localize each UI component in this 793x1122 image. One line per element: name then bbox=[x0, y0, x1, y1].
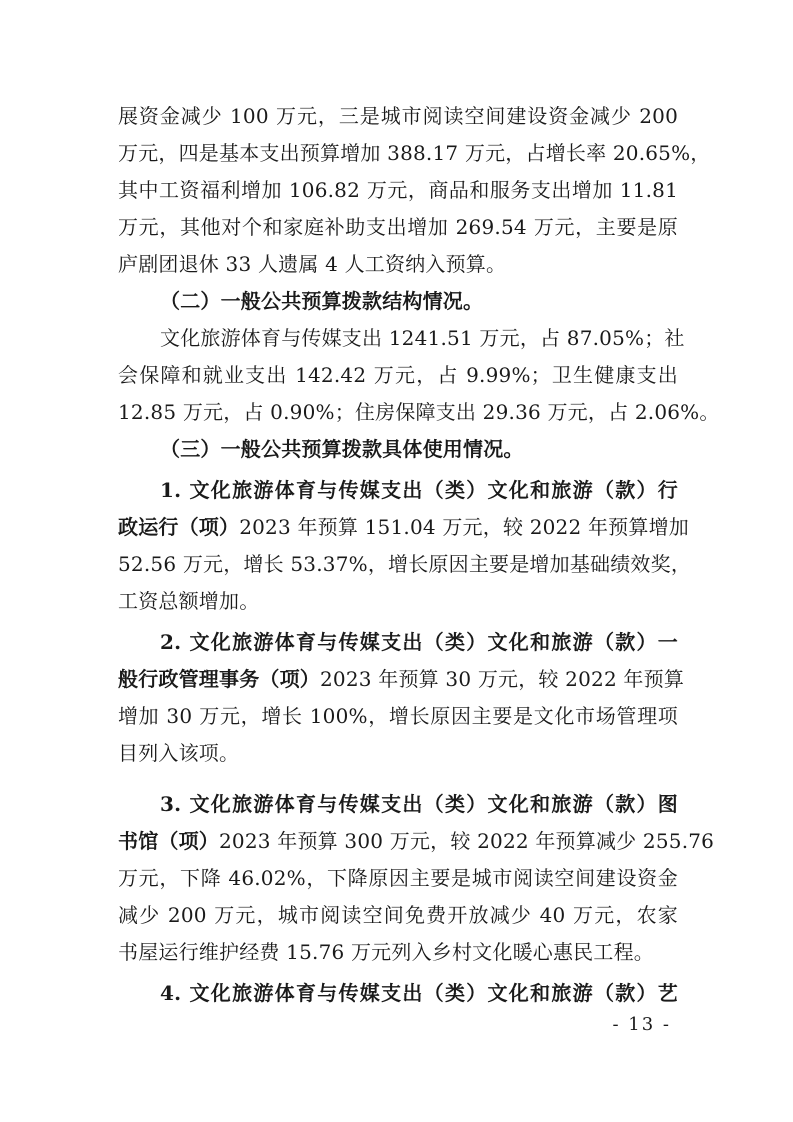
text-line: 工资总额增加。 bbox=[118, 589, 260, 613]
page-number: - 13 - bbox=[612, 1014, 671, 1035]
section-heading-2: （二）一般公共预算拨款结构情况。 bbox=[160, 289, 484, 313]
text-line: 万元，四是基本支出预算增加 388.17 万元，占增长率 20.65%， bbox=[118, 141, 711, 165]
item-heading-cont: 般行政管理事务（项） bbox=[118, 667, 320, 691]
section-heading-3: （三）一般公共预算拨款具体使用情况。 bbox=[160, 437, 524, 461]
text-line: 目列入该项。 bbox=[118, 741, 240, 765]
item-heading: 3. 文化旅游体育与传媒支出（类）文化和旅游（款）图 bbox=[160, 792, 678, 816]
paragraph-intro bbox=[118, 98, 711, 283]
item-heading: 1. 文化旅游体育与传媒支出（类）文化和旅游（款）行 bbox=[160, 478, 678, 502]
document-body bbox=[118, 98, 720, 1012]
text-line: 文化旅游体育与传媒支出 1241.51 万元，占 87.05%；社 bbox=[160, 326, 685, 350]
text-line bbox=[118, 661, 685, 698]
text-line: 书屋运行维护经费 15.76 万元列入乡村文化暖心惠民工程。 bbox=[118, 940, 654, 964]
text-line: 万元，其他对个和家庭补助支出增加 269.54 万元，主要是原 bbox=[118, 215, 678, 239]
text-line: 庐剧团退休 33 人遗属 4 人工资纳入预算。 bbox=[118, 252, 507, 276]
text-line: 展资金减少 100 万元，三是城市阅读空间建设资金减少 200 bbox=[118, 104, 678, 128]
item-heading-cont: 书馆（项） bbox=[118, 829, 219, 853]
text-line: 12.85 万元，占 0.90%；住房保障支出 29.36 万元，占 2.06%。 bbox=[118, 400, 720, 424]
item-2 bbox=[118, 624, 685, 772]
item-4 bbox=[118, 975, 678, 1012]
item-3 bbox=[118, 786, 715, 971]
item-text: 2023 年预算 151.04 万元，较 2022 年预算增加 bbox=[239, 515, 689, 539]
item-1 bbox=[118, 472, 692, 620]
paragraph-structure bbox=[118, 320, 720, 431]
text-line: 其中工资福利增加 106.82 万元，商品和服务支出增加 11.81 bbox=[118, 178, 678, 202]
text-line: 52.56 万元，增长 53.37%，增长原因主要是增加基础绩效奖， bbox=[118, 552, 692, 576]
text-line bbox=[118, 823, 715, 860]
text-line: 万元，下降 46.02%，下降原因主要是城市阅读空间建设资金 bbox=[118, 866, 678, 890]
text-line bbox=[118, 509, 689, 546]
text-line: 增加 30 万元，增长 100%，增长原因主要是文化市场管理项 bbox=[118, 704, 678, 728]
item-heading: 4. 文化旅游体育与传媒支出（类）文化和旅游（款）艺 bbox=[160, 981, 678, 1005]
item-text: 2023 年预算 30 万元，较 2022 年预算 bbox=[320, 667, 685, 691]
item-text: 2023 年预算 300 万元，较 2022 年预算减少 255.76 bbox=[219, 829, 715, 853]
text-line: 会保障和就业支出 142.42 万元，占 9.99%；卫生健康支出 bbox=[118, 363, 678, 387]
text-line: 减少 200 万元，城市阅读空间免费开放减少 40 万元，农家 bbox=[118, 903, 678, 927]
item-heading: 2. 文化旅游体育与传媒支出（类）文化和旅游（款）一 bbox=[160, 630, 678, 654]
item-heading-cont: 政运行（项） bbox=[118, 515, 240, 539]
